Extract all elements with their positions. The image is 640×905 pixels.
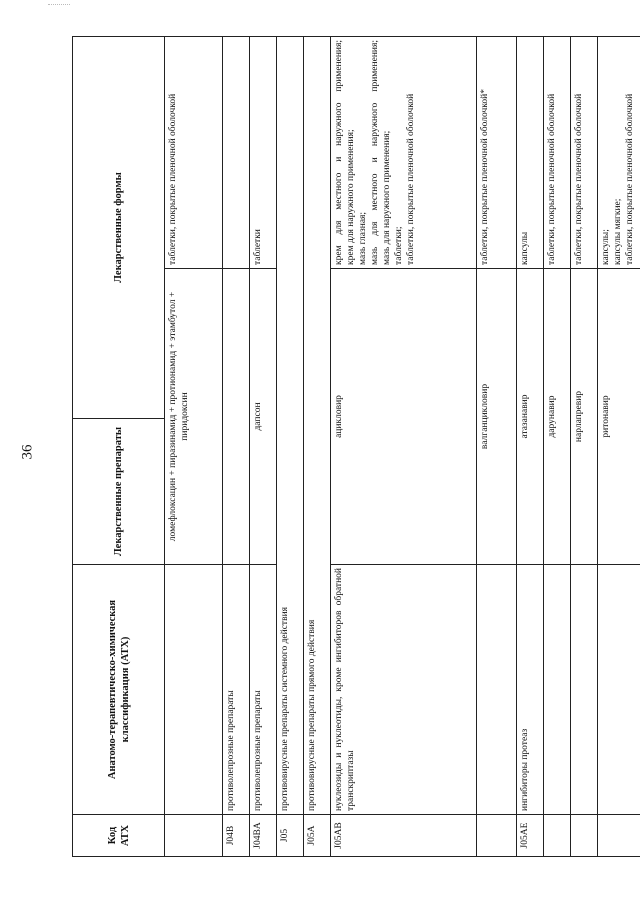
form-line: таблетки, покрытые пленочной оболочкой: [574, 93, 584, 265]
row-class: [544, 565, 571, 815]
table-row: [544, 36, 571, 856]
row-code: [544, 815, 571, 857]
table-row: [517, 36, 544, 856]
form-line: капсулы;: [601, 229, 611, 265]
row-code: J05A: [304, 815, 331, 857]
row-forms: [331, 36, 477, 268]
form-line: крем для наружного применения;: [346, 129, 356, 265]
row-class: [598, 565, 640, 815]
row-forms: [571, 36, 598, 268]
form-line: таблетки, покрытые пленочной оболочкой*: [480, 89, 490, 265]
row-code: J05AB: [331, 815, 477, 857]
table-row: [571, 36, 598, 856]
header-forms: Лекарственные формы: [73, 36, 165, 418]
row-code: [571, 815, 598, 857]
row-forms: [165, 36, 223, 268]
scan-mark: [48, 4, 70, 6]
rotated-table-container: [72, 37, 635, 857]
row-class: нуклеозиды и нуклеотиды, кроме ингибиторов обратной транскриптазы: [331, 565, 477, 815]
row-drug: дарунавир: [544, 269, 571, 565]
row-forms: [544, 36, 571, 268]
header-class: Анатомо-терапевтическо-химическая классификация (АТХ): [73, 565, 165, 815]
row-code: [598, 815, 640, 857]
row-drug: дапсон: [250, 269, 277, 565]
table-header-row: [73, 36, 165, 856]
table-row: [250, 36, 277, 856]
row-drug: ломефлоксацин + пиразинамид + протионамид + этамбутол + пиридоксин: [165, 269, 223, 565]
form-line: таблетки, покрытые пленочной оболочкой: [625, 93, 635, 265]
row-code: [165, 815, 223, 857]
form-line: мазь для местного и наружного применения;: [370, 39, 380, 265]
page-number: 36: [19, 444, 36, 460]
row-drug: ритонавир: [598, 269, 640, 565]
table-row: [331, 36, 477, 856]
row-forms: [598, 36, 640, 268]
row-code: J05AE: [517, 815, 544, 857]
row-class: ингибиторы протеаз: [517, 565, 544, 815]
table-row: [304, 36, 331, 856]
row-class: [477, 565, 517, 815]
form-line: таблетки, покрытые пленочной оболочкой: [406, 93, 416, 265]
row-class: противолепрозные препараты: [223, 565, 250, 815]
form-line: капсулы: [520, 231, 530, 265]
row-code: J05: [277, 815, 304, 857]
row-drug: валганцикловир: [477, 269, 517, 565]
form-line: таблетки: [253, 229, 263, 265]
row-code: [477, 815, 517, 857]
row-class: противовирусные препараты прямого действия: [304, 36, 331, 814]
row-drug: атазанавир: [517, 269, 544, 565]
row-class: [571, 565, 598, 815]
row-code: J04B: [223, 815, 250, 857]
form-line: таблетки, покрытые пленочной оболочкой: [547, 93, 557, 265]
row-class: противовирусные препараты системного действия: [277, 36, 304, 814]
form-line: мазь глазная;: [358, 211, 368, 265]
row-forms: [477, 36, 517, 268]
form-line: капсулы мягкие;: [613, 198, 623, 265]
row-drug: [223, 269, 250, 565]
form-line: таблетки, покрытые пленочной оболочкой: [168, 93, 178, 265]
drug-table: [72, 36, 640, 857]
row-code: J04BA: [250, 815, 277, 857]
form-line: крем для местного и наружного применения;: [334, 39, 344, 265]
row-drug: ацикловир: [331, 269, 477, 565]
row-forms: [250, 36, 277, 268]
table-row: [165, 36, 223, 856]
form-line: мазь для наружного применения;: [382, 130, 392, 265]
row-forms: [517, 36, 544, 268]
row-forms: [223, 36, 250, 268]
row-class: противолепрозные препараты: [250, 565, 277, 815]
form-line: таблетки;: [394, 226, 404, 265]
row-drug: нарлапревир: [571, 269, 598, 565]
header-code: Код АТХ: [73, 815, 165, 857]
table-row: [277, 36, 304, 856]
table-row: [598, 36, 640, 856]
header-drugs: Лекарственные препараты: [73, 419, 165, 565]
table-row: [477, 36, 517, 856]
row-class: [165, 565, 223, 815]
table-row: [223, 36, 250, 856]
